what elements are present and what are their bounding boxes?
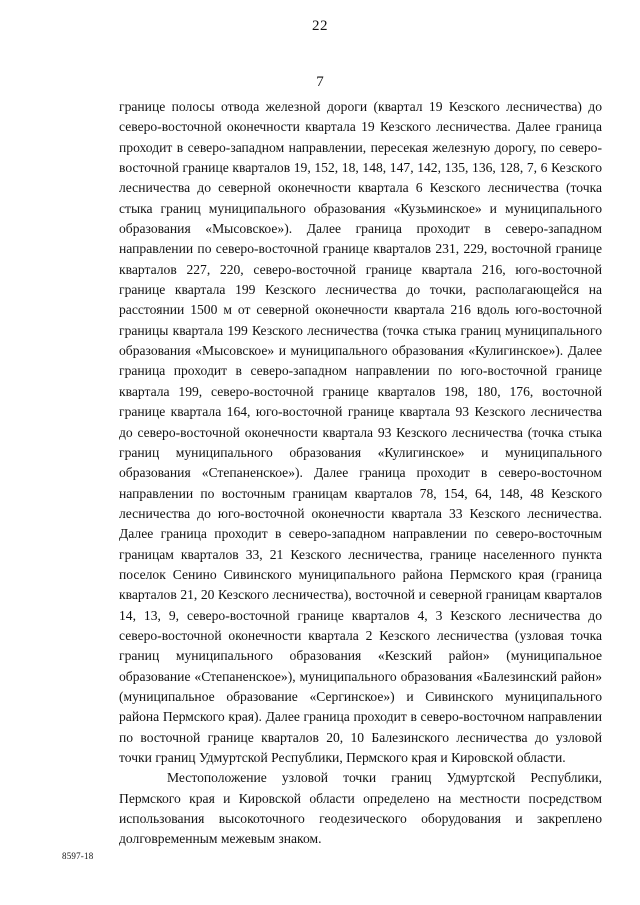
- body-text: [119, 97, 602, 850]
- paragraph-boundary-description: границе полосы отвода железной дороги (квартал 19 Кезского лесничества) до северо-восточной оконечности квартала 19 Кезского лесничества. Далее граница проходит в северо-западном направлении, пересекая железную дорогу, по северо-восточной границе кварталов 19, 152, 18, 148, 147, 142, 135, 136, 128, 7, 6 Кезского лесничества до северной оконечности квартала 6 Кезского лесничества (точка стыка границ муниципального образования «Кузьминское» и муниципального образования «Мысовское»). Далее граница проходит в северо-западном направлении по северо-восточной границе кварталов 231, 229, восточной границе кварталов 227, 220, северо-восточной границе квартала 216, юго-восточной границе квартала 199 Кезского лесничества до точки, располагающейся на расстоянии 1500 м от северной оконечности квартала 216 вдоль юго-восточной границы квартала 199 Кезского лесничества (точка стыка границ муниципального образования «Мысовское» и муниципального образования «Кулигинское»). Далее граница проходит в северо-западном направлении по юго-восточной границе квартала 199, северо-восточной границе кварталов 198, 180, 176, восточной границе квартала 164, юго-восточной границе квартала 93 Кезского лесничества до северо-восточной оконечности квартала 93 Кезского лесничества (точка стыка границ муниципального образования «Кулигинское» и муниципального образования «Степаненское»). Далее граница проходит в северо-восточном направлении по восточным границам кварталов 78, 154, 64, 148, 48 Кезского лесничества до юго-восточной оконечности квартала 33 Кезского лесничества. Далее граница проходит в северо-западном направлении по северо-восточным границам кварталов 33, 21 Кезского лесничества, границе населенного пункта поселок Сенино Сивинского муниципального района Пермского края (граница кварталов 21, 20 Кезского лесничества), восточной и северной границам кварталов 14, 13, 9, северо-восточной границе кварталов 4, 3 Кезского лесничества до северо-восточной оконечности квартала 2 Кезского лесничества (узловая точка границ муниципального образования «Кезский район» (муниципальное образование «Степаненское»), муниципального образования «Балезинский район» (муниципальное образование «Сергинское») и Сивинского муниципального района Пермского края). Далее граница проходит в северо-восточном направлении по восточной границе кварталов 20, 10 Балезинского лесничества до узловой точки границ Удмуртской Республики, Пермского края и Кировской области.: [119, 99, 602, 765]
- paragraph-nodal-point: Местоположение узловой точки границ Удмуртской Республики, Пермского края и Кировской области определено на местности посредством использования высокоточного геодезического оборудования и закреплено долговременным межевым знаком.: [119, 770, 602, 847]
- footer-document-code: 8597-18: [62, 851, 94, 861]
- page-number-second: 7: [316, 74, 324, 90]
- page-number-top: 22: [312, 18, 328, 34]
